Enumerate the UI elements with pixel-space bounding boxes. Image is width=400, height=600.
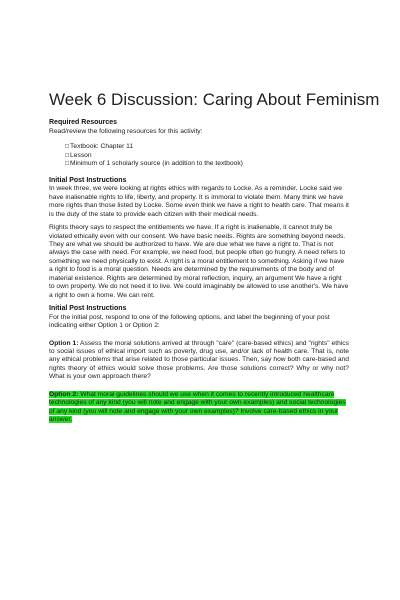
checkbox-bullet-icon: □ xyxy=(65,151,70,159)
option-2-paragraph xyxy=(49,391,349,425)
initial-post-paragraph-2: Rights theory says to respect the entitlements we have. If a right is inalienable, it cannot truly be violated ethically even with our consent. We have basic needs. Rights are something beyond needs. They are what we should be authorized to have. We are due what we have a right to. That is not always the case with need. For example, we need food, but people often go hungry. A need refers to something we need physically to exist. A right is a moral entitlement to something. Asking if we have a right to food is a moral question. Needs are determined by the requirements of the body and of material existence. Rights are determined by moral reflection, inquiry, an argument We have a right to own property. We do not need it to live. We could imaginably be allowed to use another's. We have a right to own a home. We can rent. xyxy=(49,224,349,299)
checkbox-bullet-icon: □ xyxy=(65,142,70,150)
list-item: □Textbook: Chapter 11 xyxy=(65,142,134,150)
option-1-label: Option 1: xyxy=(49,339,79,347)
document-content xyxy=(49,90,380,430)
option-1-paragraph xyxy=(49,340,349,382)
initial-post-heading: Initial Post Instructions xyxy=(49,176,127,184)
option-2-text: What moral guidelines should we use when it comes to recently introduced healthcare technologies of any kind (you will note and engage with your own examples) and social technologies of any kind (you will note and engage with your own examples)? Involve care-based ethics in your answer. xyxy=(49,390,346,424)
initial-post-intro: For the initial post, respond to one of the following options, and label the beginning of your post indicating either Option 1 or Option 2: xyxy=(49,313,330,330)
checkbox-bullet-icon: □ xyxy=(65,160,70,168)
option-1-text: Assess the moral solutions arrived at through "care" (care-based ethics) and "rights" ethics to social issues of ethical import such as poverty, drug use, and/or lack of health care. That is, note any ethical problems that arise related to those particular issues. Then, say how both care-based and rights theory of ethics would solve those problems. Are those solutions correct? Why or why not? What is your own approach there? xyxy=(49,339,349,381)
required-resources-heading: Required Resources xyxy=(49,119,118,126)
initial-post-paragraph-1: In week three, we were looking at rights ethics with regards to Locke. As a reminder, Locke said we have inalienable rights to life, liberty, and property. It is immoral to violate them. Many think we have more rights than those listed by Locke. Some even think we have a right to health care. That means it is the duty of the state to provide each citizen with their medical needs. xyxy=(49,185,349,218)
initial-post-instructions-heading: Initial Post Instructions xyxy=(49,305,127,313)
list-item: □Minimum of 1 scholarly source (in addition to the textbook) xyxy=(65,160,243,168)
list-item: □Lesson xyxy=(65,151,92,159)
resources-list xyxy=(49,143,349,169)
option-2-label: Option 2: xyxy=(49,390,79,398)
page-title: Week 6 Discussion: Caring About Feminism xyxy=(49,90,380,109)
required-resources-intro: Read/review the following resources for this activity: xyxy=(49,127,203,135)
option-2-highlight xyxy=(49,391,346,423)
